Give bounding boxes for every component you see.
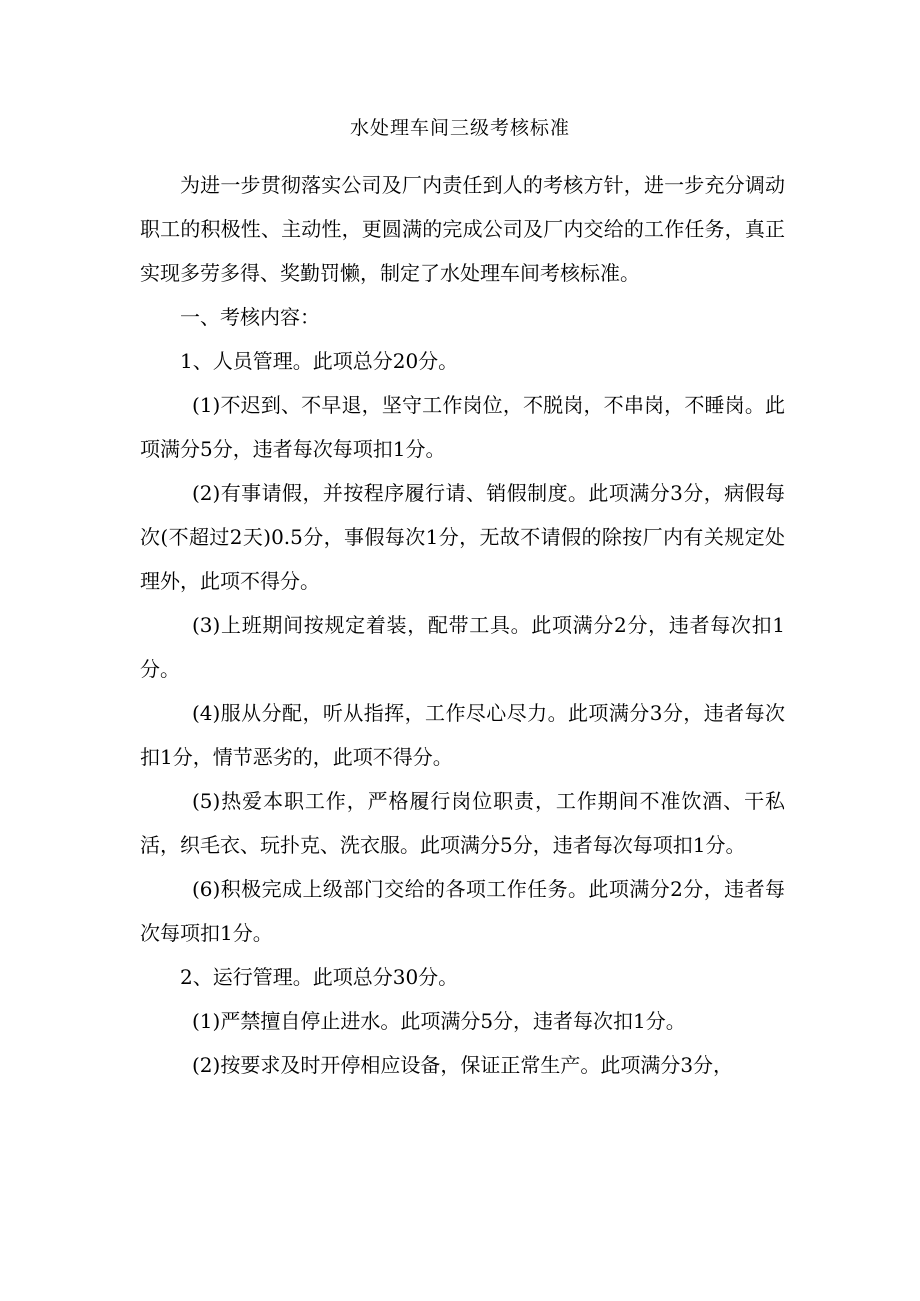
rule-item-1-1: (1)不迟到、不早退，坚守工作岗位，不脱岗，不串岗，不睡岗。此项满分5分，违者每次每项扣1分。 bbox=[140, 393, 785, 461]
rule-item-1-6: (6)积极完成上级部门交给的各项工作任务。此项满分2分，违者每次每项扣1分。 bbox=[140, 877, 785, 945]
section-heading-assessment-content: 一、考核内容： bbox=[180, 305, 320, 329]
subsection-personnel-management: 1、人员管理。此项总分20分。 bbox=[180, 349, 459, 373]
rule-item-1-3: (3)上班期间按规定着装，配带工具。此项满分2分，违者每次扣1分。 bbox=[140, 613, 785, 681]
rule-item-2-1: (1)严禁擅自停止进水。此项满分5分，违者每次扣1分。 bbox=[192, 1009, 686, 1033]
rule-item-1-4: (4)服从分配，听从指挥，工作尽心尽力。此项满分3分，违者每次扣1分，情节恶劣的，此项不得分。 bbox=[140, 701, 785, 769]
document-body bbox=[140, 163, 785, 1087]
rule-item-1-2: (2)有事请假，并按程序履行请、销假制度。此项满分3分，病假每次(不超过2天)0.5分，事假每次1分，无故不请假的除按厂内有关规定处理外，此项不得分。 bbox=[140, 481, 785, 593]
document-title: 水处理车间三级考核标准 bbox=[349, 117, 570, 139]
rule-item-1-5: (5)热爱本职工作，严格履行岗位职责，工作期间不准饮酒、干私活，织毛衣、玩扑克、洗衣服。此项满分5分，违者每次每项扣1分。 bbox=[140, 789, 785, 857]
subsection-operation-management: 2、运行管理。此项总分30分。 bbox=[180, 965, 459, 989]
intro-paragraph: 为进一步贯彻落实公司及厂内责任到人的考核方针，进一步充分调动职工的积极性、主动性，更圆满的完成公司及厂内交给的工作任务，真正实现多劳多得、奖勤罚懒，制定了水处理车间考核标准。 bbox=[140, 173, 785, 285]
rule-item-2-2: (2)按要求及时开停相应设备，保证正常生产。此项满分3分， bbox=[192, 1053, 734, 1077]
